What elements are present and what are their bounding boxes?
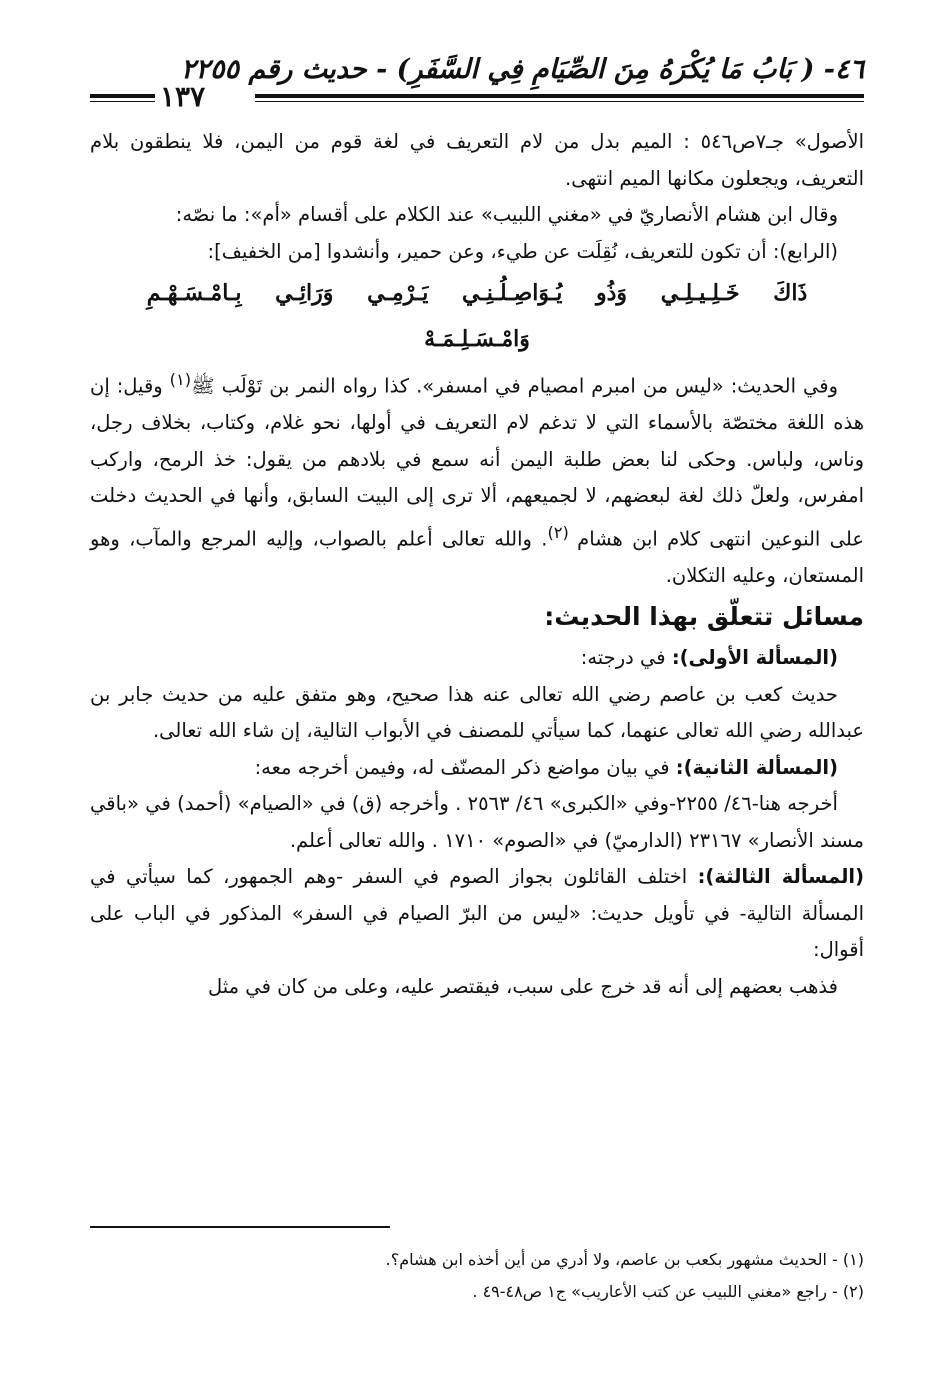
header-rule-thin xyxy=(255,101,864,102)
header-rule xyxy=(255,94,864,98)
paragraph: وقال ابن هشام الأنصاريّ في «مغني اللبيب» عند الكلام على أقسام «أم»: ما نصّه: xyxy=(175,203,838,226)
footnote: (١) - الحديث مشهور بكعب بن عاصم، ولا أدري من أين أخذه ابن هشام؟. xyxy=(385,1250,864,1269)
paragraph: فذهب بعضهم إلى أنه قد خرج على سبب، فيقتصر عليه، وعلى من كان في مثل xyxy=(208,974,838,998)
paragraph-text: اختلف القائلون بجواز الصوم في السفر -وهم الجمهور، كما سيأتي في المسألة التالية- في تأويل حديث: «ليس من البرّ الصيام في السفر» المذكور في الباب على أقوال: xyxy=(90,865,864,961)
running-title: ٤٦- ( بَابُ مَا يُكْرَهُ مِنَ الصِّيَامِ فِي السَّفَرِ) - حديث رقم ٢٢٥٥ xyxy=(181,54,864,85)
paragraph-text: . والله تعالى أعلم بالصواب، وإليه المرجع والمآب، وهو المستعان، وعليه التكلان. xyxy=(90,527,864,587)
header-rule-left-thin xyxy=(90,101,155,102)
page-number: ١٣٧ xyxy=(160,80,206,113)
page-header xyxy=(90,50,864,113)
issue-title: في بيان مواضع ذكر المصنّف له، وفيمن أخرجه معه: xyxy=(254,755,676,779)
footnote-separator xyxy=(90,1226,390,1228)
header-rule-left xyxy=(90,94,155,98)
paragraph: الأصول» جـ٧ص٥٤٦ : الميم بدل من لام التعريف في لغة قوم من اليمن، فلا ينطقون بلام التعريف، ويجعلون مكانها الميم انتهى. xyxy=(90,130,865,190)
section-heading: مسائل تتعلّق بهذا الحديث: xyxy=(544,602,864,631)
issue-label: (المسألة الأولى): xyxy=(671,646,838,669)
footnote-ref: (١) xyxy=(169,370,192,389)
paragraph-text: وفي الحديث: «ليس من امبرم امصيام في امسفر». كذا رواه النمر بن تَوْلَب ﷺ xyxy=(191,374,838,398)
poem-verse: ذَاكَ خَـلِـيـلِـي وَذُو يُـوَاصِـلُـنِـي يَـرْمِـي وَرَائِـي بِـامْـسَـهْـمِ وَامْـسَـلِـمَـهْ xyxy=(146,280,808,352)
issue-label: (المسألة الثانية): xyxy=(675,755,838,779)
paragraph xyxy=(90,362,864,594)
paragraph: حديث كعب بن عاصم رضي الله تعالى عنه هذا صحيح، وهو متفق عليه من حديث جابر بن عبدالله رضي الله تعالى عنهما، كما سيأتي للمصنف في الأبواب التالية، إن شاء الله تعالى. xyxy=(90,682,864,742)
paragraph: أخرجه هنا-٤٦/ ٢٢٥٥-وفي «الكبرى» ٤٦/ ٢٥٦٣ . وأخرجه (ق) في «الصيام» (أحمد) في «باقي مسند الأنصار» ٢٣١٦٧ (الدارميّ) في «الصوم» ١٧١٠ . والله تعالى أعلم. xyxy=(90,792,864,852)
footnote: (٢) - راجع «مغني اللبيب عن كتب الأعاريب» ج١ ص٤٨-٤٩ . xyxy=(472,1282,864,1301)
main-text xyxy=(90,124,864,1005)
footnotes xyxy=(90,1244,864,1308)
paragraph xyxy=(90,859,864,969)
issue-title: في درجته: xyxy=(580,646,672,669)
issue-label: (المسألة الثالثة): xyxy=(697,865,864,888)
paragraph: (الرابع): أن تكون للتعريف، نُقِلَت عن طيء، وعن حمير، وأنشدوا [من الخفيف]: xyxy=(207,239,838,263)
issue-heading xyxy=(90,640,864,677)
footnote-ref: (٢) xyxy=(547,522,578,542)
paragraph-text: وقيل: إن هذه اللغة مختصّة بالأسماء التي لا تدغم لام التعريف في أولها، نحو غلام، وكتاب، بخلاف رجل، وناس، ولباس. وحكى لنا بعض طلبة اليمن أنه سمع في بلادهم من يقول: خذ الرمح، واركب امفرس، ولعلّ ذلك لغة لبعضهم، لا لجميعهم، ألا ترى إلى البيت السابق، وأنها في الحديث دخلت على النوعين انتهى كلام ابن هشام xyxy=(90,374,864,550)
issue-heading xyxy=(90,750,864,787)
